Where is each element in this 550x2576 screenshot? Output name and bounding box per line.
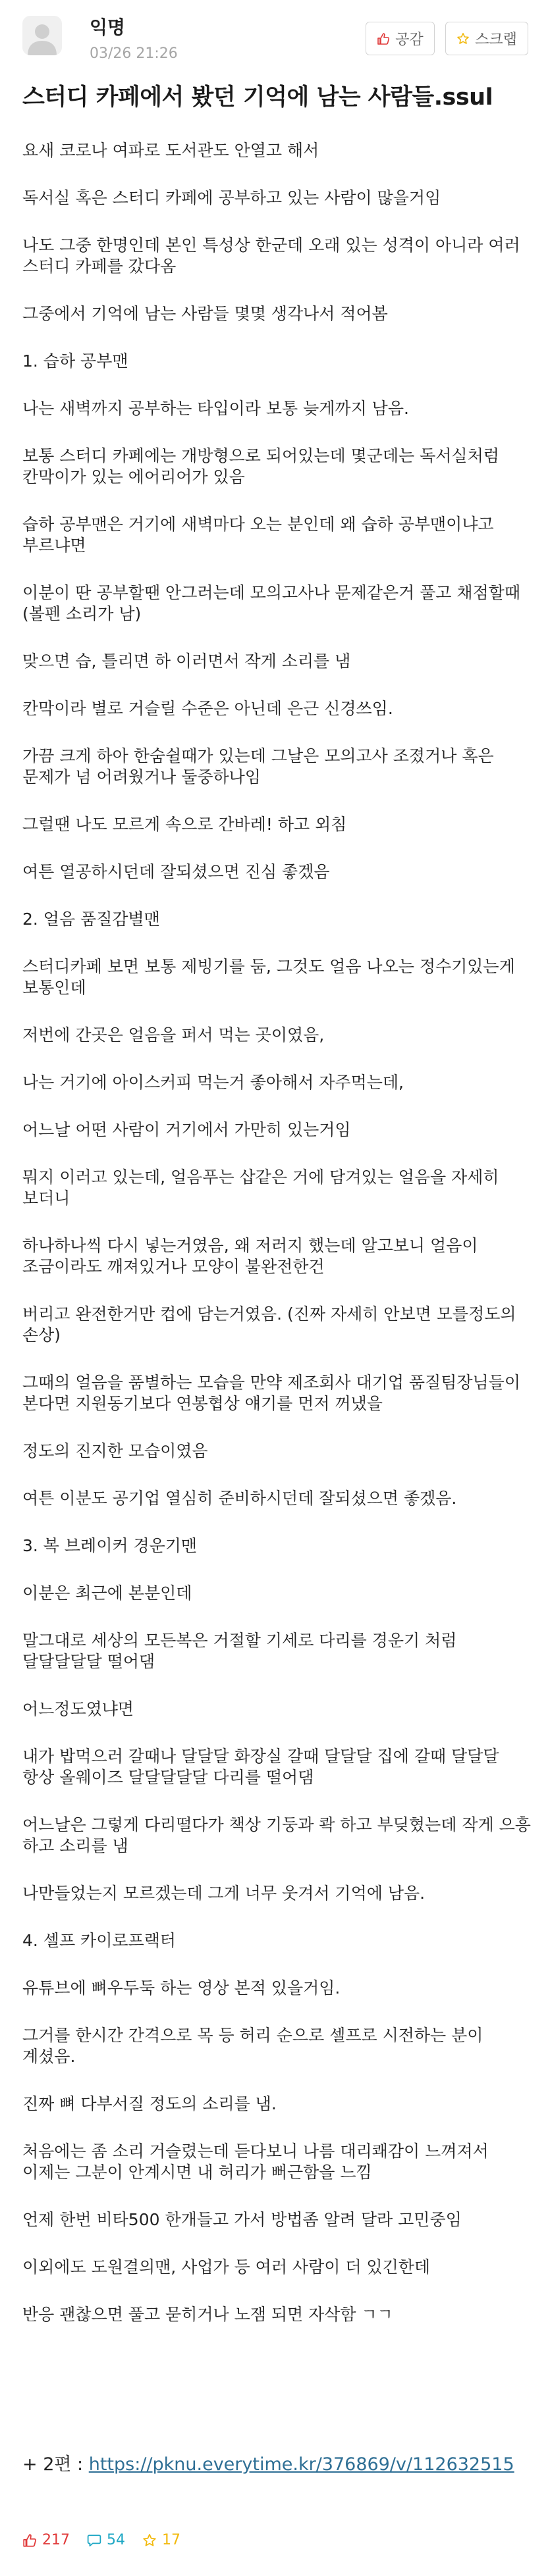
post-paragraph: 말그대로 세상의 모든복은 거절할 기세로 다리를 경운기 처럼 달달달달달 떨어댐 [22, 1631, 457, 1671]
post-paragraph: 정도의 진지한 모습이였음 [22, 1441, 208, 1460]
scrap-count-value: 17 [162, 2532, 180, 2548]
post-paragraph: 어느정도였냐면 [22, 1699, 134, 1718]
post-paragraph: 나는 새벽까지 공부하는 타입이라 보통 늦게까지 남음. [22, 399, 409, 418]
post-paragraph: 처음에는 좀 소리 거슬렸는데 듣다보니 나름 대리쾌감이 느껴져서 이제는 그분이 안계시면 내 허리가 뻐근함을 느낌 [22, 2142, 489, 2182]
thumbs-up-icon [22, 2533, 37, 2548]
post-paragraph: 진짜 뼈 다부서질 정도의 소리를 냄. [22, 2094, 277, 2113]
post-paragraph: 나만들었는지 모르겠는데 그게 너무 웃겨서 기억에 남음. [22, 1884, 426, 1903]
post-paragraph: 버리고 완전한거만 컵에 담는거였음. (진짜 자세히 안보면 모를정도의 손상) [22, 1304, 516, 1345]
post-paragraph: 그거를 한시간 간격으로 목 등 허리 순으로 셀프로 시전하는 분이 계셨음. [22, 2026, 483, 2066]
post-paragraph: 습하 공부맨은 거기에 새벽마다 오는 분인데 왜 습하 공부맨이냐고 부르냐면 [22, 515, 494, 555]
post-paragraph: 그럴땐 나도 모르게 속으로 간바레! 하고 외침 [22, 815, 347, 834]
post-paragraph: 나는 거기에 아이스커피 먹는거 좋아해서 자주먹는데, [22, 1073, 404, 1092]
post-stats [22, 2531, 180, 2550]
post-paragraph: 3. 복 브레이커 경운기맨 [22, 1536, 198, 1555]
comment-count [87, 2531, 125, 2550]
like-count-value: 217 [42, 2532, 70, 2548]
like-count [22, 2531, 70, 2550]
author-name: 익명 [90, 16, 126, 38]
post-paragraph: 저번에 간곳은 얼음을 퍼서 먹는 곳이였음, [22, 1025, 325, 1044]
star-icon [142, 2533, 157, 2548]
comment-count-value: 54 [107, 2532, 125, 2548]
post-paragraph: 맞으면 습, 틀리면 하 이러면서 작게 소리를 냄 [22, 652, 351, 671]
post-paragraph: 이분은 최근에 본분인데 [22, 1584, 192, 1603]
thumbs-up-icon [377, 32, 390, 45]
post-paragraph: 여튼 이분도 공기업 열심히 준비하시던데 잘되셨으면 좋겠음. [22, 1489, 457, 1508]
post-paragraph: 뭐지 이러고 있는데, 얼음푸는 삽같은 거에 담겨있는 얼음을 자세히 보더니 [22, 1168, 499, 1208]
star-icon [456, 32, 470, 45]
default-profile-icon [22, 16, 62, 55]
scrap-button-label: 스크랩 [475, 32, 517, 48]
post-paragraph: 언제 한번 비타500 한개들고 가서 방법좀 알려 달라 고민중임 [22, 2210, 462, 2229]
post-header [0, 0, 550, 63]
post-paragraph: 내가 밥먹으러 갈때나 달달달 화장실 갈때 달달달 집에 갈때 달달달 항상 올웨이즈 달달달달달 다리를 떨어댐 [22, 1747, 499, 1787]
speech-bubble-icon [87, 2533, 101, 2548]
scrap-button[interactable] [445, 22, 528, 55]
post-paragraph: 이분이 딴 공부할땐 안그러는데 모의고사나 문제같은거 풀고 채점할때 (볼펜 소리가 남) [22, 583, 520, 623]
post-paragraph: 칸막이라 별로 거슬릴 수준은 아닌데 은근 신경쓰임. [22, 699, 393, 718]
post-paragraph: 이외에도 도원결의맨, 사업가 등 여러 사람이 더 있긴한데 [22, 2257, 431, 2277]
post-paragraph: 4. 셀프 카이로프랙터 [22, 1931, 176, 1950]
post-paragraph: 반응 괜찮으면 풀고 묻히거나 노잼 되면 자삭함 ㄱㄱ [22, 2305, 393, 2324]
avatar [22, 16, 62, 55]
post-paragraph: 요새 코로나 여파로 도서관도 안열고 해서 [22, 141, 319, 160]
sequel-link[interactable]: https://pknu.everytime.kr/376869/v/112632515 [88, 2454, 514, 2475]
post-paragraph: 가끔 크게 하아 한숨쉴때가 있는데 그날은 모의고사 조졌거나 혹은 문제가 넘 어려웠거나 둘중하나임 [22, 746, 494, 786]
post-paragraph: 2. 얼음 품질감별맨 [22, 910, 160, 929]
post-paragraph: 그때의 얼음을 품별하는 모습을 만약 제조회사 대기업 품질팀장님들이 본다면 지원동기보다 연봉협상 얘기를 먼저 꺼냈을 [22, 1373, 520, 1413]
post-paragraph: 스터디카페 보면 보통 제빙기를 둠, 그것도 얼음 나오는 정수기있는게 보통인데 [22, 957, 515, 997]
post-body [22, 140, 533, 2352]
sequel-link-line [22, 2452, 543, 2477]
post-paragraph: 그중에서 기억에 남는 사람들 몇몇 생각나서 적어봄 [22, 304, 388, 323]
post-paragraph: 보통 스터디 카페에는 개방형으로 되어있는데 몇군데는 독서실처럼 칸막이가 있는 에어리어가 있음 [22, 446, 499, 486]
post-paragraph: 독서실 혹은 스터디 카페에 공부하고 있는 사람이 많을거임 [22, 188, 441, 207]
like-button[interactable] [366, 22, 435, 55]
post-paragraph: 어느날은 그렇게 다리떨다가 책상 기둥과 콱 하고 부딪혔는데 작게 으흥 하고 소리를 냄 [22, 1815, 531, 1855]
post-paragraph: 1. 습하 공부맨 [22, 351, 128, 371]
post-title: 스터디 카페에서 봤던 기억에 남는 사람들.ssul [22, 84, 493, 111]
like-button-label: 공감 [395, 32, 424, 48]
post-paragraph: 어느날 어떤 사람이 거기에서 가만히 있는거임 [22, 1120, 351, 1139]
post-paragraph: 하나하나씩 다시 넣는거였음, 왜 저러지 했는데 알고보니 얼음이 조금이라도 깨져있거나 모양이 불완전한건 [22, 1236, 478, 1276]
post-paragraph: 여튼 열공하시던데 잘되셨으면 진심 좋겠음 [22, 862, 330, 881]
post-date: 03/26 21:26 [90, 45, 178, 62]
post-paragraph: 나도 그중 한명인데 본인 특성상 한군데 오래 있는 성격이 아니라 여러 스터디 카페를 갔다옴 [22, 236, 520, 276]
sequel-link-prefix: + 2편 : [22, 2454, 89, 2475]
scrap-count [142, 2531, 180, 2550]
post-paragraph: 유튜브에 뼈우두둑 하는 영상 본적 있을거임. [22, 1978, 341, 1997]
